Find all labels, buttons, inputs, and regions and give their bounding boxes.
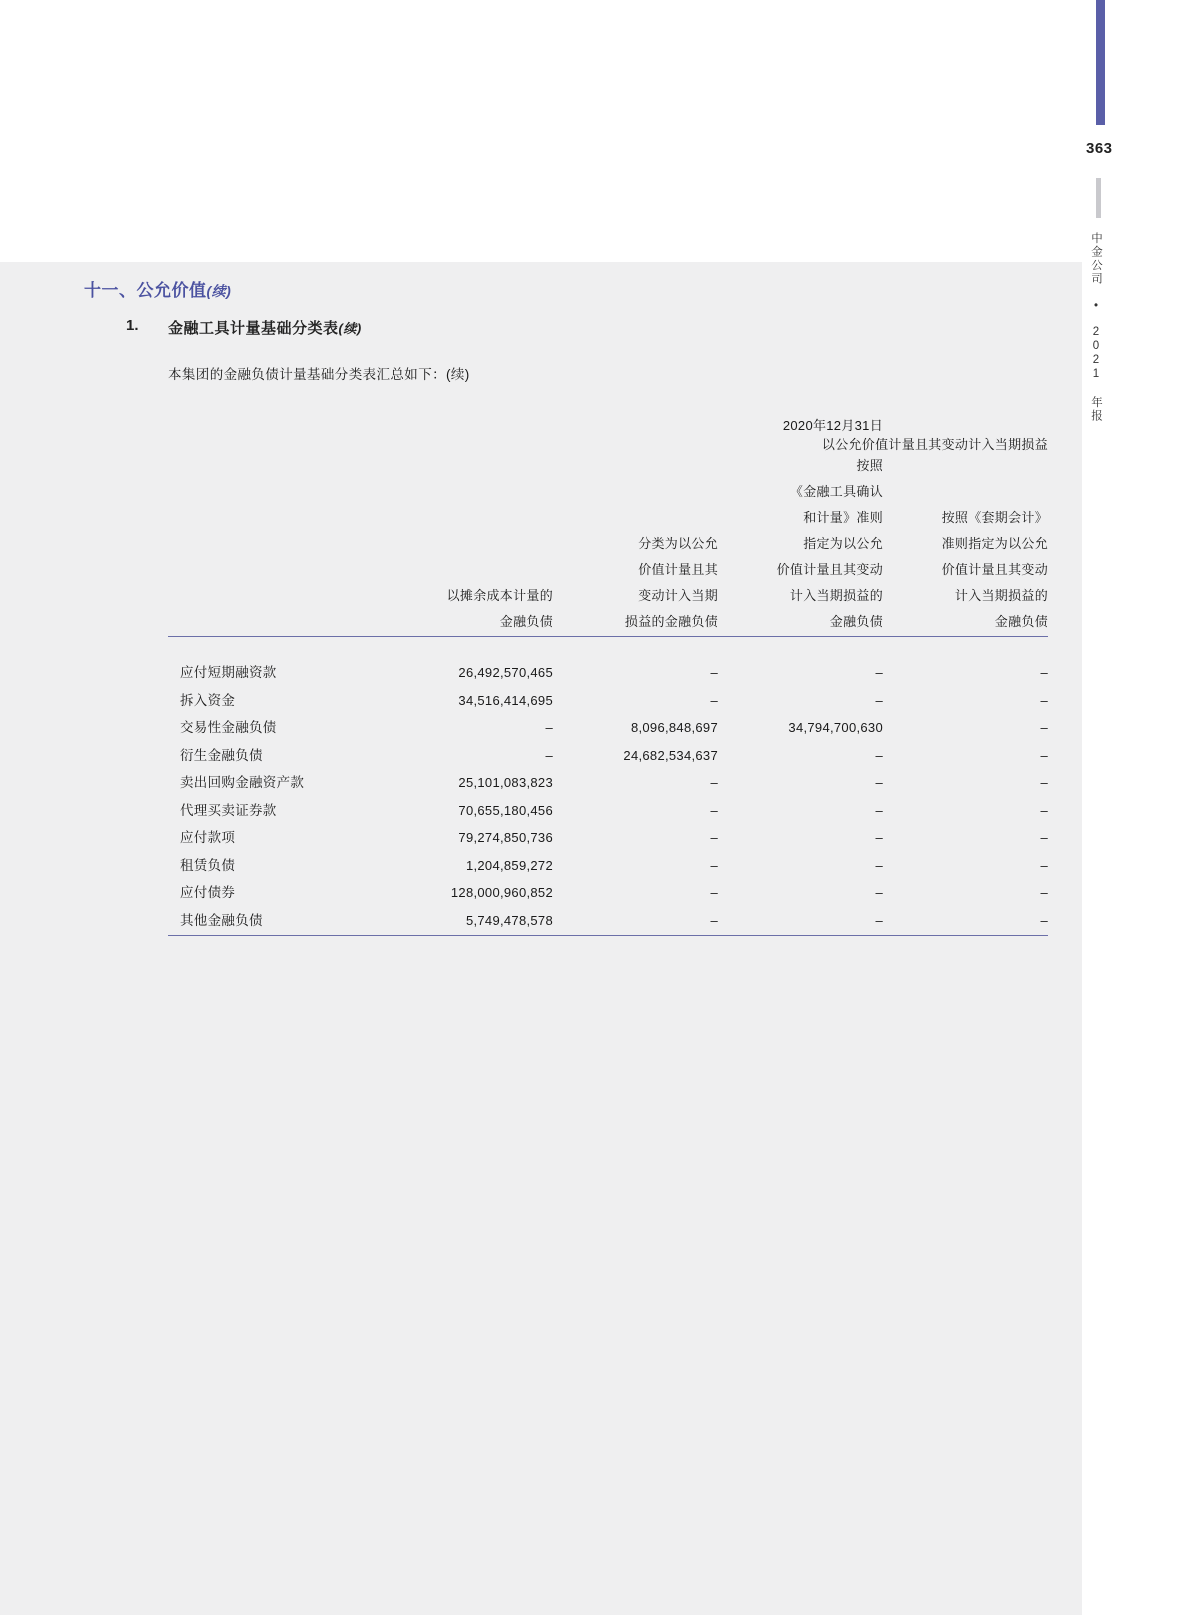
row-label: 代理买卖证券款 bbox=[180, 802, 277, 818]
row-value-classified-fvtpl: – bbox=[710, 912, 718, 928]
column-header-spacer bbox=[883, 479, 1048, 505]
column-header-spacer bbox=[883, 453, 1048, 479]
row-value-classified-fvtpl: – bbox=[710, 775, 718, 790]
column-header-line: 变动计入当期 bbox=[638, 588, 718, 603]
subsection-heading bbox=[168, 317, 362, 338]
table-row bbox=[168, 797, 1048, 825]
row-value-designated-fvtpl: – bbox=[875, 692, 883, 708]
column-header-line: 价值计量且其变动 bbox=[941, 562, 1048, 577]
table-date-header: 2020年12月31日 bbox=[782, 418, 883, 433]
table-row bbox=[168, 687, 1048, 715]
page-number: 363 bbox=[1086, 140, 1113, 157]
column-header-line: 金融负债 bbox=[829, 614, 883, 629]
row-value-classified-fvtpl: – bbox=[710, 885, 718, 900]
subsection-number: 1. bbox=[126, 317, 139, 334]
financial-table-container bbox=[168, 415, 1048, 936]
row-value-classified-fvtpl: – bbox=[710, 857, 718, 873]
section-heading-text: 十一、公允价值 bbox=[84, 281, 207, 300]
column-header-line: 价值计量且其变动 bbox=[776, 562, 883, 577]
table-spacer-row bbox=[168, 637, 1048, 660]
table-header-group-row bbox=[168, 434, 1048, 453]
row-value-classified-fvtpl: – bbox=[710, 665, 718, 680]
row-value-hedge-accounting: – bbox=[1040, 830, 1048, 845]
column-header-designated-fvtpl bbox=[718, 453, 883, 635]
intro-paragraph: 本集团的金融负债计量基础分类表汇总如下：(续) bbox=[168, 367, 470, 382]
row-label: 拆入资金 bbox=[180, 692, 236, 708]
column-header-amortized-cost bbox=[393, 453, 553, 635]
section-heading bbox=[84, 276, 231, 301]
row-value-designated-fvtpl: 34,794,700,630 bbox=[788, 720, 883, 735]
margin-accent-bar bbox=[1096, 0, 1105, 125]
row-value-designated-fvtpl: – bbox=[875, 747, 883, 763]
row-value-amortized-cost: 25,101,083,823 bbox=[458, 775, 553, 790]
row-value-amortized-cost: 1,204,859,272 bbox=[465, 857, 553, 873]
running-footer-separator: • bbox=[1090, 300, 1102, 312]
subsection-heading-continued: (续) bbox=[338, 321, 362, 336]
table-row bbox=[168, 852, 1048, 880]
row-value-classified-fvtpl: 8,096,848,697 bbox=[630, 720, 718, 735]
row-value-designated-fvtpl: – bbox=[875, 830, 883, 845]
row-value-hedge-accounting: – bbox=[1040, 665, 1048, 680]
column-header-line: 金融负债 bbox=[499, 614, 553, 629]
column-header-line: 计入当期损益的 bbox=[789, 588, 883, 603]
column-header-line: 按照《套期会计》 bbox=[941, 510, 1048, 525]
column-header-line: 按照 bbox=[856, 458, 883, 473]
section-heading-continued: (续) bbox=[206, 283, 232, 299]
column-header-line: 《金融工具确认 bbox=[789, 484, 883, 499]
running-footer-report: 2021 年报 bbox=[1090, 326, 1102, 423]
row-value-hedge-accounting: – bbox=[1040, 912, 1048, 928]
row-label: 租赁负债 bbox=[180, 857, 236, 873]
running-footer bbox=[1088, 232, 1104, 423]
column-header-line: 分类为以公允 bbox=[638, 536, 718, 551]
row-value-classified-fvtpl: – bbox=[710, 830, 718, 845]
table-group-header: 以公允价值计量且其变动计入当期损益 bbox=[821, 437, 1048, 452]
table-row bbox=[168, 824, 1048, 852]
row-value-designated-fvtpl: – bbox=[875, 802, 883, 818]
row-value-designated-fvtpl: – bbox=[875, 857, 883, 873]
row-value-amortized-cost: – bbox=[545, 747, 553, 763]
row-value-amortized-cost: 34,516,414,695 bbox=[458, 692, 553, 708]
row-label: 卖出回购金融资产款 bbox=[180, 775, 305, 790]
row-label: 应付债券 bbox=[180, 885, 236, 900]
row-value-designated-fvtpl: – bbox=[875, 912, 883, 928]
column-header-line: 准则指定为以公允 bbox=[941, 536, 1048, 551]
row-value-hedge-accounting: – bbox=[1040, 692, 1048, 708]
row-value-designated-fvtpl: – bbox=[875, 885, 883, 900]
column-header-line: 计入当期损益的 bbox=[954, 588, 1048, 603]
table-row bbox=[168, 742, 1048, 770]
row-value-hedge-accounting: – bbox=[1040, 720, 1048, 735]
table-bottom-rule bbox=[168, 934, 1048, 936]
row-value-amortized-cost: 70,655,180,456 bbox=[458, 802, 553, 818]
row-value-designated-fvtpl: – bbox=[875, 775, 883, 790]
column-header-line: 指定为以公允 bbox=[803, 536, 883, 551]
row-label: 衍生金融负债 bbox=[180, 747, 263, 763]
row-value-hedge-accounting: – bbox=[1040, 775, 1048, 790]
row-value-amortized-cost: 128,000,960,852 bbox=[450, 885, 553, 900]
row-label: 应付短期融资款 bbox=[180, 665, 277, 680]
row-value-classified-fvtpl: – bbox=[710, 692, 718, 708]
table-row bbox=[168, 769, 1048, 797]
row-value-hedge-accounting: – bbox=[1040, 802, 1048, 818]
table-row bbox=[168, 714, 1048, 742]
row-value-amortized-cost: 5,749,478,578 bbox=[465, 912, 553, 928]
table-row bbox=[168, 659, 1048, 687]
margin-grey-bar bbox=[1096, 178, 1101, 218]
row-value-designated-fvtpl: – bbox=[875, 665, 883, 680]
row-value-hedge-accounting: – bbox=[1040, 885, 1048, 900]
row-value-amortized-cost: – bbox=[545, 720, 553, 735]
subsection-heading-text: 金融工具计量基础分类表 bbox=[168, 320, 339, 337]
row-value-amortized-cost: 79,274,850,736 bbox=[458, 830, 553, 845]
row-value-hedge-accounting: – bbox=[1040, 747, 1048, 763]
column-header-line: 和计量》准则 bbox=[803, 510, 883, 525]
row-label: 应付款项 bbox=[180, 830, 236, 845]
row-value-classified-fvtpl: 24,682,534,637 bbox=[623, 747, 718, 763]
column-header-line: 金融负债 bbox=[994, 614, 1048, 629]
row-value-classified-fvtpl: – bbox=[710, 802, 718, 818]
running-footer-company: 中金公司 bbox=[1090, 232, 1102, 286]
row-label: 交易性金融负债 bbox=[180, 720, 277, 735]
column-header-line: 价值计量且其 bbox=[638, 562, 718, 577]
column-header-line: 损益的金融负债 bbox=[624, 614, 718, 629]
row-label: 其他金融负债 bbox=[180, 912, 263, 928]
column-header-classified-fvtpl bbox=[553, 453, 718, 635]
row-value-amortized-cost: 26,492,570,465 bbox=[458, 665, 553, 680]
table-header-columns-row bbox=[168, 453, 1048, 635]
table-row bbox=[168, 879, 1048, 907]
table-header-date-row bbox=[168, 415, 1048, 434]
column-header-line: 以摊余成本计量的 bbox=[446, 588, 553, 603]
financial-table bbox=[168, 415, 1048, 936]
table-row bbox=[168, 907, 1048, 935]
row-value-hedge-accounting: – bbox=[1040, 857, 1048, 873]
column-header-hedge-accounting bbox=[883, 453, 1048, 635]
